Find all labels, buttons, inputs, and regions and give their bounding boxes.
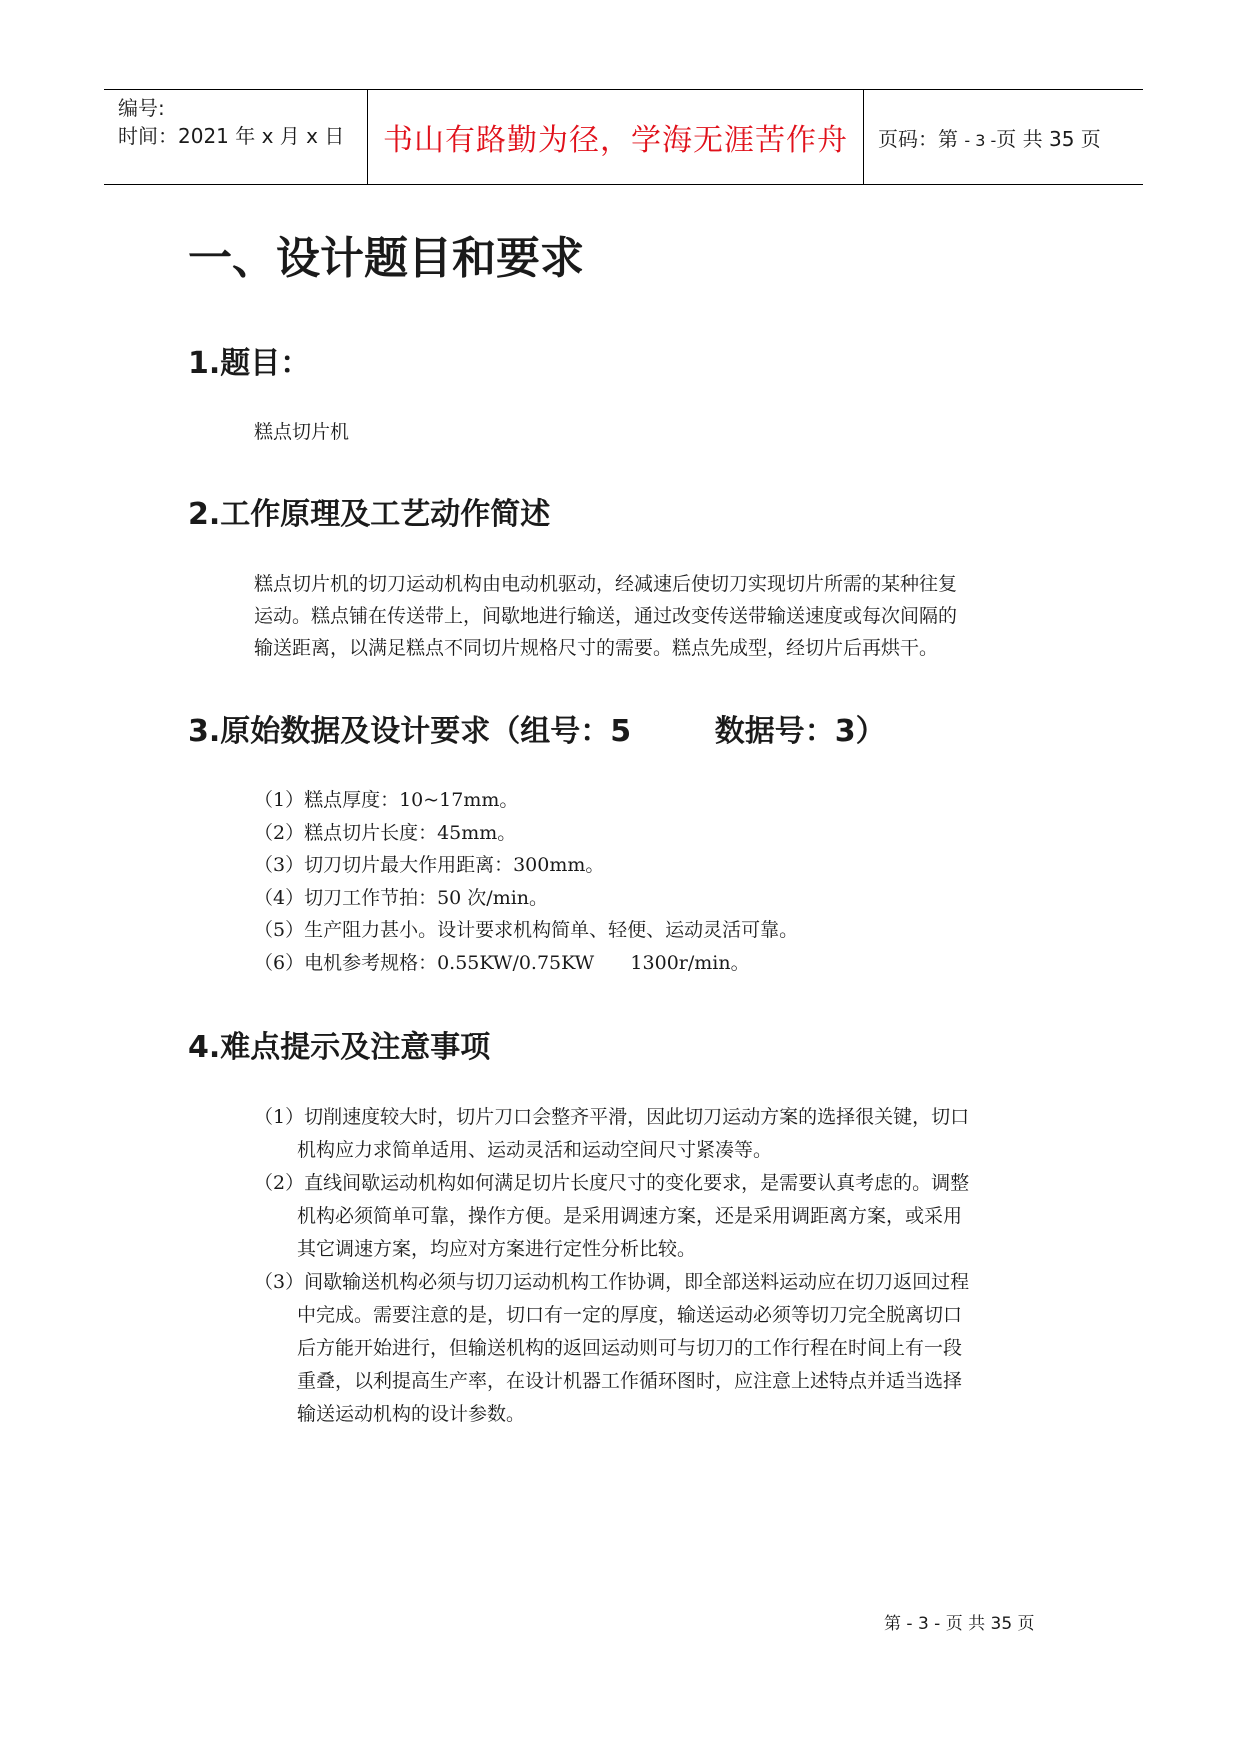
section-heading: 4.难点提示及注意事项 [188,1030,491,1065]
motto-text: 书山有路勤为径，学海无涯苦作舟 [383,123,848,158]
notes-list [254,1101,1074,1431]
list-item: （4）切刀工作节拍：50 次/min。 [254,886,549,909]
section-heading: 2.工作原理及工艺动作简述 [188,497,551,532]
header-meta-cell [104,90,368,184]
page-prefix: 页码：第 [878,126,965,151]
page-number: - 3 - [964,130,997,150]
list-item: （5）生产阻力甚小。设计要求机构简单、轻便、运动灵活可靠。 [254,919,799,942]
note-line: 机构必须简单可靠，操作方便。是采用调速方案，还是采用调距离方案，或采用 [297,1205,963,1227]
section-heading-text: 3.原始数据及设计要求（组号：5 数据号：3） [188,714,886,749]
list-item: （1）糕点厚度：10~17mm。 [254,789,519,811]
note-line: 中完成。需要注意的是，切口有一定的厚度，输送运动必须等切刀完全脱离切口 [297,1304,963,1326]
page-footer: 第 - 3 - 页 共 35 页 [884,1614,1035,1634]
note-line: 重叠，以利提高生产率，在设计机器工作循环图时，应注意上述特点并适当选择 [297,1370,963,1392]
paragraph-line: 糕点切片机的切刀运动机构由电动机驱动，经减速后使切刀实现切片所需的某种往复 [254,573,958,595]
list-item: （6）电机参考规格：0.55KW/0.75KW 1300r/min。 [254,951,750,974]
header-motto-cell [368,90,864,184]
section-heading [188,706,886,750]
header-page-info [878,123,1101,152]
note-line: 后方能开始进行，但输送机构的返回运动则可与切刀的工作行程在时间上有一段 [297,1337,963,1359]
document-number-label: 编号: [118,96,165,120]
list-item: （3）切刀切片最大作用距离：300mm。 [254,854,605,877]
section-body [254,416,1064,448]
note-line: （1）切削速度较大时，切片刀口会整齐平滑，因此切刀运动方案的选择很关键，切口 [254,1106,970,1128]
document-time-label: 时间：2021 年 x 月 x 日 [118,124,345,148]
paragraph-line: 糕点切片机 [254,421,350,443]
section-heading: 1.题目： [188,346,311,381]
note-line: （3）间歇输送机构必须与切刀运动机构工作协调，即全部送料运动应在切刀返回过程 [254,1271,970,1293]
page-suffix: 页 共 35 页 [996,126,1101,151]
note-line: 输送运动机构的设计参数。 [297,1403,526,1425]
requirements-list [254,784,1074,980]
note-line: 机构应力求简单适用、运动灵活和运动空间尺寸紧凑等。 [297,1139,773,1161]
paragraph-line: 运动。糕点铺在传送带上，间歇地进行输送，通过改变传送带输送速度或每次间隔的 [254,605,958,627]
section-body [254,568,1064,664]
page-title: 一、设计题目和要求 [188,233,584,284]
note-line: 其它调速方案，均应对方案进行定性分析比较。 [297,1238,697,1260]
header-page-cell [864,90,1143,184]
paragraph-line: 输送距离，以满足糕点不同切片规格尺寸的需要。糕点先成型，经切片后再烘干。 [254,637,939,659]
note-line: （2）直线间歇运动机构如何满足切片长度尺寸的变化要求，是需要认真考虑的。调整 [254,1172,970,1194]
page-header [104,89,1143,185]
list-item: （2）糕点切片长度：45mm。 [254,821,517,844]
